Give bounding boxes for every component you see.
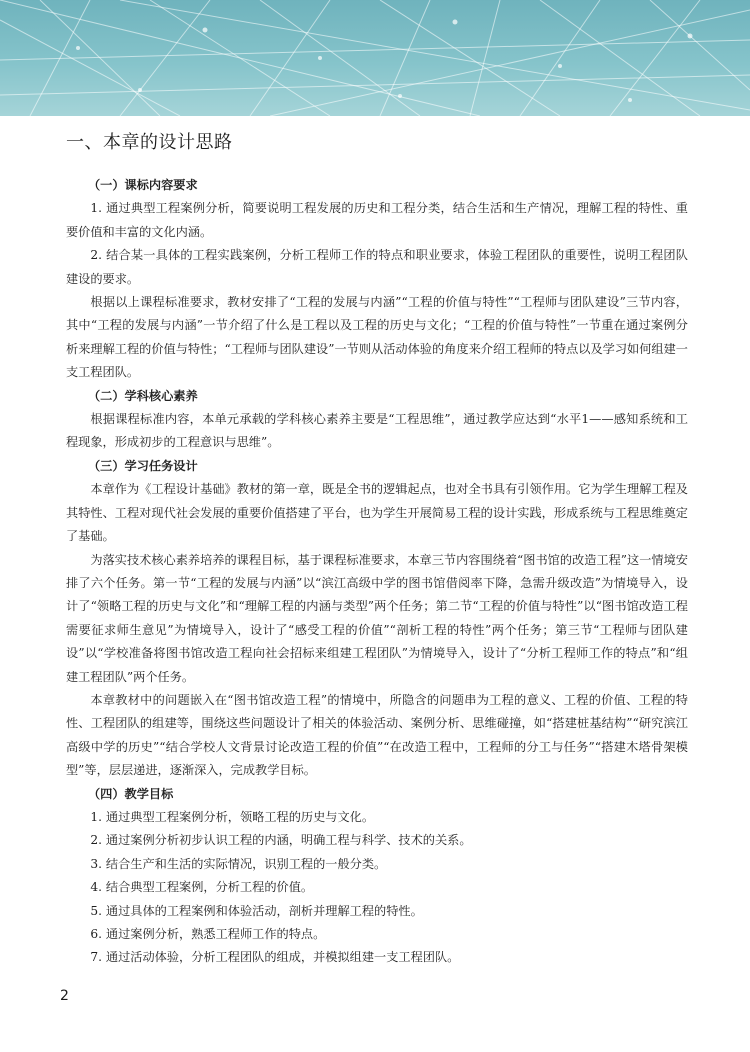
- goal-item: 1. 通过典型工程案例分析，领略工程的历史与文化。: [90, 809, 375, 824]
- section-core-literacy: [66, 385, 688, 455]
- section-heading: （二）学科核心素养: [88, 388, 198, 403]
- body-content: [66, 174, 688, 970]
- section-teaching-goals: [66, 783, 688, 970]
- goal-item: 2. 通过案例分析初步认识工程的内涵，明确工程与科学、技术的关系。: [90, 833, 472, 848]
- paragraph: 为落实技术核心素养培养的课程目标，基于课程标准要求，本章三节内容围绕着“图书馆的改造工程”这一情境安排了六个任务。第一节“工程的发展与内涵”以“滨江高级中学的图书馆借阅率下降，急需升级改造”为情境导入，设计了“领略工程的历史与文化”和“理解工程的内涵与类型”两个任务；第二节“工程的价值与特性”以“图书馆改造工程需要征求师生意见”为情境导入，设计了“感受工程的价值”“剖析工程的特性”两个任务；第三节“工程师与团队建设”以“学校准备将图书馆改造工程向社会招标来组建工程团队”为情境导入，设计了“分析工程师工作的特点”和“组建工程团队”两个任务。: [66, 552, 688, 684]
- paragraph: 2. 结合某一具体的工程实践案例，分析工程师工作的特点和职业要求，体验工程团队的重要性，说明工程团队建设的要求。: [66, 248, 688, 286]
- goal-item: 4. 结合典型工程案例，分析工程的价值。: [90, 880, 314, 895]
- network-lines-decoration: [0, 0, 750, 116]
- section-heading: （三）学习任务设计: [88, 458, 198, 473]
- goal-item: 5. 通过具体的工程案例和体验活动，剖析并理解工程的特性。: [90, 903, 423, 918]
- section-heading: （一）课标内容要求: [88, 178, 198, 192]
- section-task-design: [66, 455, 688, 783]
- page-number: 2: [60, 988, 69, 1004]
- section-heading: （四）教学目标: [88, 786, 174, 801]
- chapter-heading: 一、本章的设计思路: [66, 132, 233, 153]
- paragraph: 根据以上课程标准要求，教材安排了“工程的发展与内涵”“工程的价值与特性”“工程师与团队建设”三节内容，其中“工程的发展与内涵”一节介绍了什么是工程以及工程的历史与文化；“工程的价值与特性”一节重在通过案例分析来理解工程的价值与特性；“工程师与团队建设”一节则从活动体验的角度来介绍工程师的特点以及学习如何组建一支工程团队。: [66, 295, 688, 380]
- paragraph: 1. 通过典型工程案例分析，简要说明工程发展的历史和工程分类，结合生活和生产情况，理解工程的特性、重要价值和丰富的文化内涵。: [66, 201, 688, 239]
- goal-item: 6. 通过案例分析，熟悉工程师工作的特点。: [90, 927, 326, 941]
- paragraph: 本章作为《工程设计基础》教材的第一章，既是全书的逻辑起点，也对全书具有引领作用。它为学生理解工程及其特性、工程对现代社会发展的重要价值搭建了平台，也为学生开展简易工程的设计实践，形成系统与工程思维奠定了基础。: [66, 482, 688, 544]
- paragraph: 根据课程标准内容，本单元承载的学科核心素养主要是“工程思维”，通过教学应达到“水平1——感知系统和工程现象，形成初步的工程意识与思维”。: [66, 412, 688, 450]
- goal-item: 7. 通过活动体验，分析工程团队的组成，并模拟组建一支工程团队。: [90, 950, 460, 965]
- section-curriculum-requirements: [66, 174, 688, 385]
- header-banner: [0, 0, 750, 116]
- goal-item: 3. 结合生产和生活的实际情况，识别工程的一般分类。: [90, 856, 387, 871]
- paragraph: 本章教材中的问题嵌入在“图书馆改造工程”的情境中，所隐含的问题串为工程的意义、工程的价值、工程的特性、工程团队的组建等，围绕这些问题设计了相关的体验活动、案例分析、思维碰撞，如“搭建桩基结构”“研究滨江高级中学的历史”“结合学校人文背景讨论改造工程的价值”“在改造工程中，工程师的分工与任务”“搭建木塔骨架模型”等，层层递进，逐渐深入，完成教学目标。: [66, 692, 688, 778]
